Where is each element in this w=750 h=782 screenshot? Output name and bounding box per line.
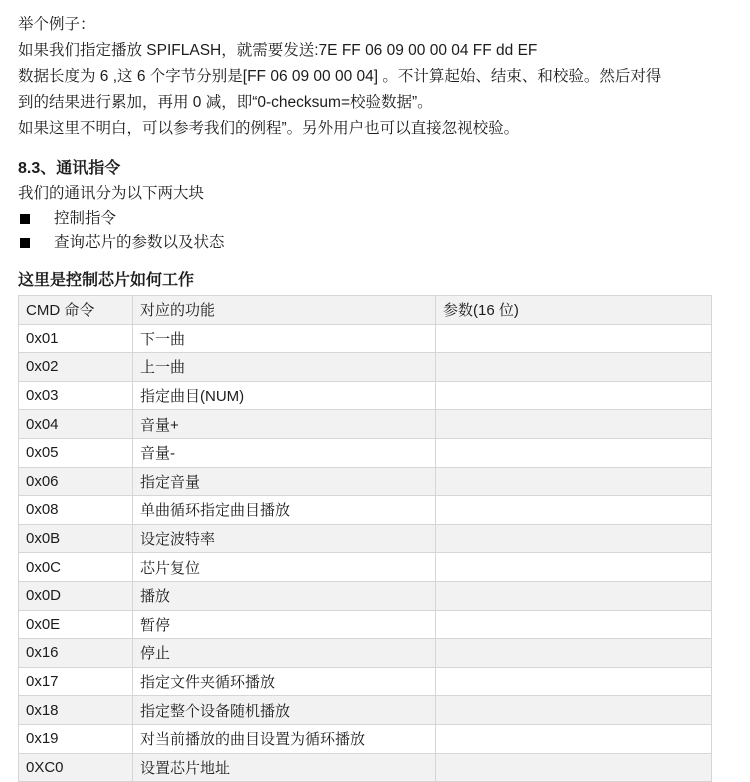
- param-cell: [436, 696, 712, 725]
- function-cell: 下一曲: [133, 324, 436, 353]
- cmd-cell: 0x01: [19, 324, 133, 353]
- param-cell: [436, 524, 712, 553]
- table-row: [19, 381, 712, 410]
- cmd-cell: 0x0E: [19, 610, 133, 639]
- param-cell: [436, 467, 712, 496]
- cmd-cell: 0x03: [19, 381, 133, 410]
- bullet-square-icon: [20, 214, 30, 224]
- commands-table: [18, 295, 712, 782]
- param-cell: [436, 753, 712, 782]
- cmd-cell: 0x19: [19, 724, 133, 753]
- function-cell: 停止: [133, 639, 436, 668]
- cmd-cell: 0x0D: [19, 581, 133, 610]
- table-row: [19, 667, 712, 696]
- cmd-cell: 0x06: [19, 467, 133, 496]
- function-cell: 设置芯片地址: [133, 753, 436, 782]
- cmd-cell: 0x0C: [19, 553, 133, 582]
- bullet-list: [18, 207, 734, 254]
- table-row: [19, 496, 712, 525]
- param-cell: [436, 639, 712, 668]
- table-row: [19, 353, 712, 382]
- table-row: [19, 753, 712, 782]
- param-cell: [436, 410, 712, 439]
- param-cell: [436, 324, 712, 353]
- cmd-cell: 0x18: [19, 696, 133, 725]
- table-row: [19, 467, 712, 496]
- function-cell: 指定整个设备随机播放: [133, 696, 436, 725]
- bullet-label: 控制指令: [54, 210, 117, 227]
- function-cell: 指定曲目(NUM): [133, 381, 436, 410]
- table-header-cell-function: 对应的功能: [133, 296, 436, 325]
- table-header-row: [19, 296, 712, 325]
- table-row: [19, 610, 712, 639]
- function-cell: 指定文件夹循环播放: [133, 667, 436, 696]
- cmd-cell: 0x02: [19, 353, 133, 382]
- section-heading: 8.3、通讯指令: [18, 160, 121, 177]
- param-cell: [436, 438, 712, 467]
- table-row: [19, 438, 712, 467]
- table-row: [19, 553, 712, 582]
- table-row: [19, 581, 712, 610]
- table-caption: 这里是控制芯片如何工作: [18, 272, 195, 289]
- param-cell: [436, 553, 712, 582]
- intro-paragraph: [18, 12, 734, 142]
- function-cell: 上一曲: [133, 353, 436, 382]
- bullet-item: [18, 207, 734, 230]
- cmd-cell: 0x17: [19, 667, 133, 696]
- function-cell: 指定音量: [133, 467, 436, 496]
- function-cell: 音量+: [133, 410, 436, 439]
- cmd-cell: 0x04: [19, 410, 133, 439]
- table-header-cell-param: 参数(16 位): [436, 296, 712, 325]
- param-cell: [436, 667, 712, 696]
- param-cell: [436, 610, 712, 639]
- table-row: [19, 639, 712, 668]
- intro-line: 到的结果进行累加，再用 0 减，即“0-checksum=校验数据”。: [18, 94, 433, 111]
- function-cell: 对当前播放的曲目设置为循环播放: [133, 724, 436, 753]
- param-cell: [436, 353, 712, 382]
- param-cell: [436, 581, 712, 610]
- intro-line: 如果这里不明白，可以参考我们的例程”。另外用户也可以直接忽视校验。: [18, 120, 520, 137]
- table-header-cell-cmd: CMD 命令: [19, 296, 133, 325]
- bullet-square-icon: [20, 238, 30, 248]
- param-cell: [436, 496, 712, 525]
- intro-line: 数据长度为 6 ,这 6 个字节分别是[FF 06 09 00 00 04] 。不计算起始、结束、和校验。然后对得: [18, 68, 662, 85]
- cmd-cell: 0x0B: [19, 524, 133, 553]
- cmd-cell: 0x08: [19, 496, 133, 525]
- bullet-label: 查询芯片的参数以及状态: [54, 234, 225, 251]
- commands-table-body: [19, 324, 712, 782]
- function-cell: 播放: [133, 581, 436, 610]
- function-cell: 芯片复位: [133, 553, 436, 582]
- param-cell: [436, 724, 712, 753]
- function-cell: 设定波特率: [133, 524, 436, 553]
- section-description: 我们的通讯分为以下两大块: [18, 185, 205, 202]
- cmd-cell: 0x05: [19, 438, 133, 467]
- cmd-cell: 0x16: [19, 639, 133, 668]
- function-cell: 音量-: [133, 438, 436, 467]
- table-row: [19, 410, 712, 439]
- table-row: [19, 524, 712, 553]
- table-row: [19, 324, 712, 353]
- intro-line: 如果我们指定播放 SPIFLASH，就需要发送:7E FF 06 09 00 00 04 FF dd EF: [18, 42, 538, 59]
- bullet-item: [18, 231, 734, 254]
- table-row: [19, 696, 712, 725]
- intro-line: 举个例子：: [18, 16, 96, 33]
- function-cell: 暂停: [133, 610, 436, 639]
- function-cell: 单曲循环指定曲目播放: [133, 496, 436, 525]
- table-row: [19, 724, 712, 753]
- param-cell: [436, 381, 712, 410]
- cmd-cell: 0XC0: [19, 753, 133, 782]
